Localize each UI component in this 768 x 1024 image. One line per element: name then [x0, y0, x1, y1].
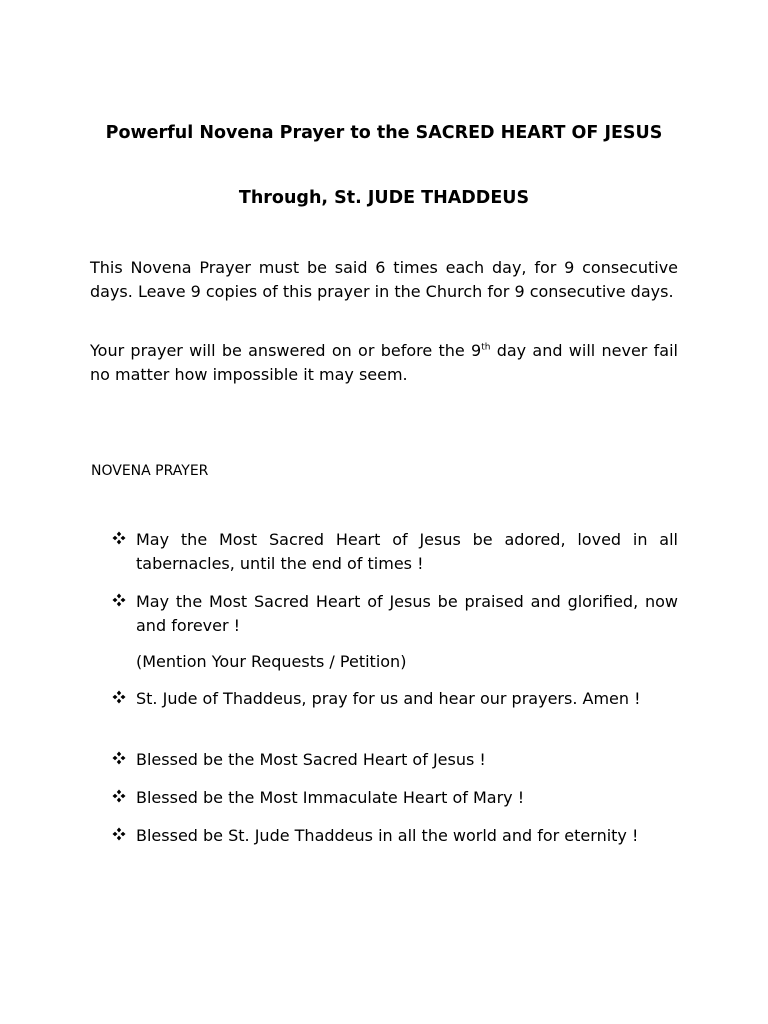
promise-text-start: Your prayer will be answered on or before the 9	[90, 341, 482, 360]
prayer-list-item-text: St. Jude of Thaddeus, pray for us and hear our prayers. Amen !	[136, 689, 641, 708]
prayer-list-item	[112, 786, 678, 810]
prayer-list-item-text: May the Most Sacred Heart of Jesus be adored, loved in all tabernacles, until the end of times !	[136, 530, 678, 573]
instruction-paragraph: This Novena Prayer must be said 6 times each day, for 9 consecutive days. Leave 9 copies of this prayer in the Church for 9 consecutive days.	[90, 258, 678, 301]
four-diamond-bullet-icon	[112, 690, 126, 704]
four-diamond-bullet-icon	[112, 531, 126, 545]
prayer-list-item-text: Blessed be the Most Sacred Heart of Jesus !	[136, 750, 486, 769]
four-diamond-bullet-icon	[112, 827, 126, 841]
promise-paragraph	[90, 339, 678, 386]
prayer-list-item	[112, 590, 678, 637]
prayer-list-item	[112, 687, 678, 711]
prayer-list-item	[112, 824, 678, 848]
promise-text-end: day and will never fail no matter how impossible it may seem.	[90, 341, 678, 384]
prayer-list-item-text: Blessed be the Most Immaculate Heart of Mary !	[136, 788, 525, 807]
petition-note: (Mention Your Requests / Petition)	[136, 652, 407, 671]
prayer-list-item-text: Blessed be St. Jude Thaddeus in all the world and for eternity !	[136, 826, 639, 845]
prayer-list-item-text: May the Most Sacred Heart of Jesus be praised and glorified, now and forever !	[136, 592, 678, 635]
four-diamond-bullet-icon	[112, 789, 126, 803]
ordinal-suffix: th	[481, 342, 491, 353]
four-diamond-bullet-icon	[112, 593, 126, 607]
document-subtitle: Through, St. JUDE THADDEUS	[238, 188, 530, 208]
prayer-list-item	[112, 748, 678, 772]
section-heading: NOVENA PRAYER	[91, 463, 209, 479]
prayer-list-item	[112, 528, 678, 575]
document-title: Powerful Novena Prayer to the SACRED HEART OF JESUS	[105, 123, 663, 143]
four-diamond-bullet-icon	[112, 751, 126, 765]
